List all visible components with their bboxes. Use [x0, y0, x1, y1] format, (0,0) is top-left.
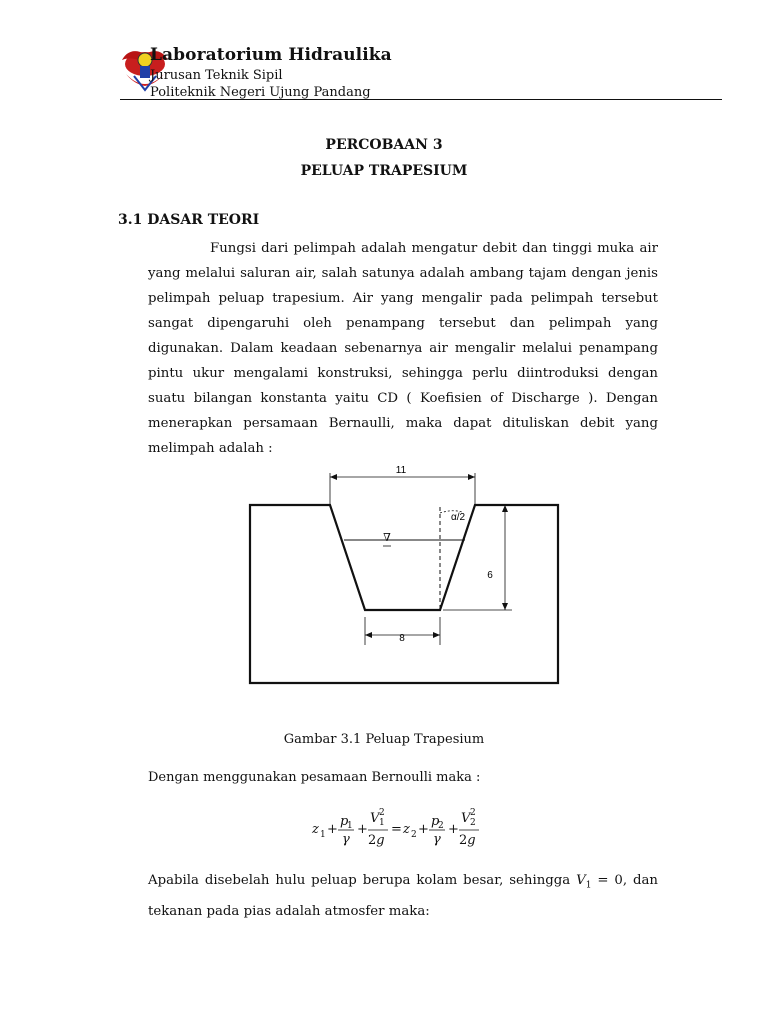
svg-text:2: 2 [438, 821, 444, 831]
svg-text:+: + [418, 822, 429, 837]
svg-text:2: 2 [411, 830, 417, 840]
svg-text:V: V [461, 811, 471, 826]
svg-text:=: = [391, 822, 402, 837]
experiment-title: PELUAP TRAPESIUM [300, 163, 468, 179]
svg-text:γ: γ [433, 832, 441, 847]
department-name: Jurusan Teknik Sipil [150, 68, 283, 83]
svg-text:2: 2 [470, 818, 476, 828]
svg-text:p: p [340, 814, 349, 829]
svg-text:2g: 2g [459, 833, 476, 848]
svg-text:2: 2 [379, 808, 385, 818]
height-label: 6 [487, 570, 493, 581]
svg-text:1: 1 [320, 830, 326, 840]
svg-text:1: 1 [379, 818, 385, 828]
svg-text:2: 2 [470, 808, 476, 818]
section-heading: 3.1 DASAR TEORI [118, 212, 260, 228]
weir-plate-outline [250, 505, 558, 683]
figure-caption: Gambar 3.1 Peluap Trapesium [283, 732, 485, 747]
svg-text:+: + [448, 822, 459, 837]
svg-text:2g: 2g [368, 833, 385, 848]
svg-text:1: 1 [347, 821, 353, 831]
svg-text:+: + [327, 822, 338, 837]
trapezoid-weir-diagram [240, 455, 570, 695]
bernoulli-intro: Dengan menggunakan pesamaan Bernoulli maka : [148, 770, 481, 785]
header-divider [120, 99, 722, 100]
institution-name: Politeknik Negeri Ujung Pandang [150, 85, 371, 100]
bottom-width-label: 8 [399, 633, 405, 644]
svg-text:∇: ∇ [383, 531, 391, 544]
bernoulli-equation [300, 797, 500, 857]
lab-title: Laboratorium Hidraulika [150, 45, 392, 65]
svg-text:+: + [357, 822, 368, 837]
svg-text:p: p [431, 814, 440, 829]
top-width-label: 11 [395, 465, 407, 476]
svg-text:γ: γ [342, 832, 350, 847]
svg-text:z: z [403, 822, 410, 837]
upstream-condition-paragraph: Apabila disebelah hulu peluap berupa kolam besar, sehingga $V_1 = 0$, dan tekanan pada pias adalah atmosfer maka: [148, 873, 658, 919]
svg-text:V: V [370, 811, 380, 826]
svg-text:z: z [312, 822, 319, 837]
theory-paragraph: Fungsi dari pelimpah adalah mengatur debit dan tinggi muka air yang melalui saluran air, salah satunya adalah ambang tajam dengan jenis pelimpah peluap trapesium. Air yang mengalir pada pelimpah tersebut sangat dipengaruhi oleh penampang tersebut dan pelimpah yang digunakan. Dalam keadaan sebenarnya air mengalir melalui penampang pintu ukur mengalami konstruksi, sehingga perlu diintroduksi dengan suatu bilangan konstanta yaitu CD ( Koefisien of Discharge ). Dengan menerapkan persamaan Bernaulli, maka dapat dituliskan debit yang melimpah adalah : [148, 241, 658, 456]
experiment-number: PERCOBAAN 3 [325, 137, 443, 153]
angle-label: α/2 [450, 512, 466, 523]
